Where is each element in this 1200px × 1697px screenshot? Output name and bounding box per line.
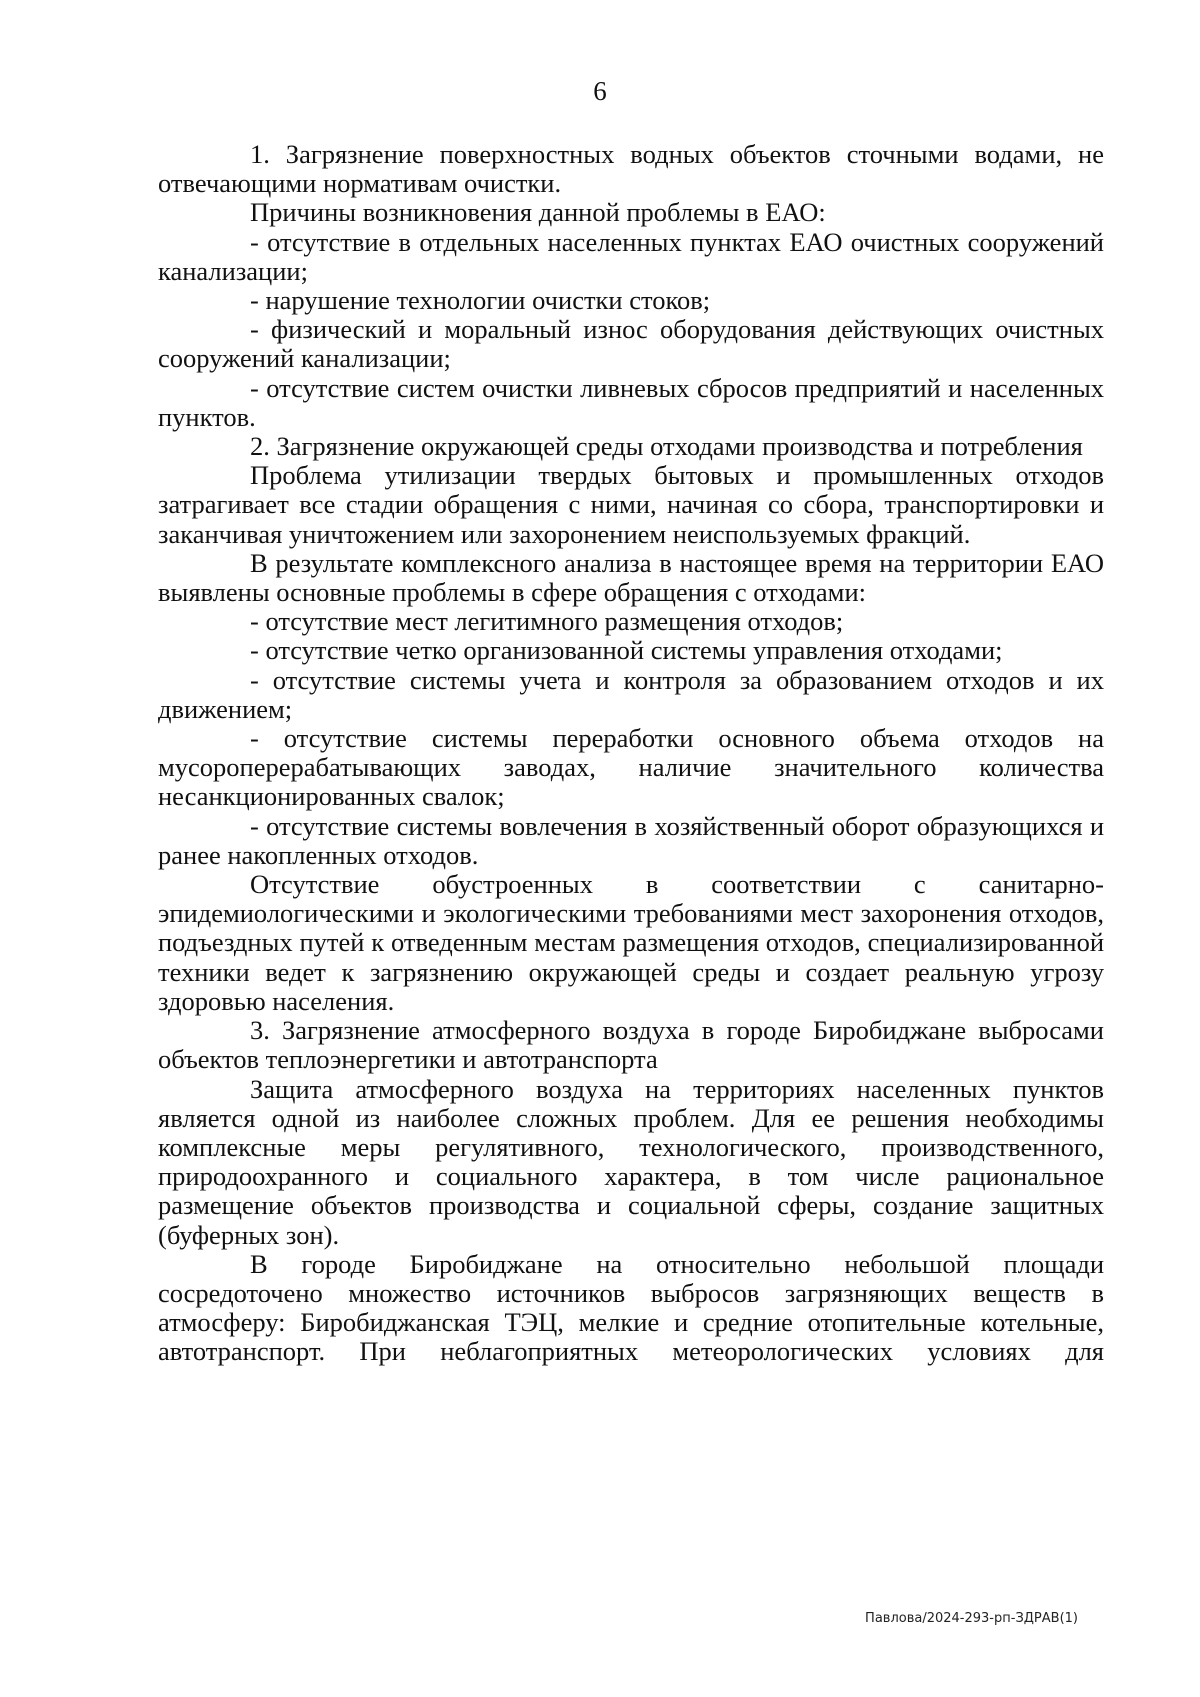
paragraph-birobidzhan-sources: В городе Биробиджане на относительно небольшой площади сосредоточено множество источников выбросов загрязняющих веществ в атмосферу: Биробиджанская ТЭЦ, мелкие и средние отопительные котельные, автотранспорт. При неблагоприятных метеорологических условиях для xyxy=(158,1248,1104,1367)
paragraph-causes-intro: Причины возникновения данной проблемы в ЕАО: xyxy=(250,197,826,228)
paragraph-waste-problem: Проблема утилизации твердых бытовых и промышленных отходов затрагивает все стадии обращения с ними, начиная со сбора, транспортировки и заканчивая уничтожением или захоронением неиспользуемых фракций. xyxy=(158,460,1104,549)
list-item-no-management-system: - отсутствие четко организованной системы управления отходами; xyxy=(250,635,1003,666)
paragraph-landfill-absence: Отсутствие обустроенных в соответствии с санитарно-эпидемиологическими и экологическими требованиями мест захоронения отходов, подъездных путей к отведенным местам размещения отходов, специализированной техники ведет к загрязнению окружающей среды и создает реальную угрозу здоровью населения. xyxy=(158,869,1104,1016)
page-number: 6 xyxy=(593,76,607,106)
paragraph-analysis-results: В результате комплексного анализа в настоящее время на территории ЕАО выявлены основные проблемы в сфере обращения с отходами: xyxy=(158,547,1104,608)
list-item-no-recycling: - отсутствие системы переработки основного объема отходов на мусороперерабатывающих заводах, наличие значительного количества несанкционированных свалок; xyxy=(158,723,1104,812)
paragraph-water-pollution-heading: 1. Загрязнение поверхностных водных объектов сточными водами, не отвечающими нормативам очистки. xyxy=(158,139,1104,199)
paragraph-waste-pollution-heading: 2. Загрязнение окружающей среды отходами производства и потребления xyxy=(250,431,1083,462)
list-item-no-legal-placement: - отсутствие мест легитимного размещения отходов; xyxy=(250,606,844,637)
list-item-no-economic-involvement: - отсутствие системы вовлечения в хозяйственный оборот образующихся и ранее накопленных отходов. xyxy=(158,810,1104,870)
list-item-no-accounting-control: - отсутствие системы учета и контроля за образованием отходов и их движением; xyxy=(158,664,1104,724)
list-item-equipment-wear: - физический и моральный износ оборудования действующих очистных сооружений канализации; xyxy=(158,314,1104,374)
paragraph-air-pollution-heading: 3. Загрязнение атмосферного воздуха в городе Биробиджане выбросами объектов теплоэнергетики и автотранспорта xyxy=(158,1015,1104,1075)
list-item-no-storm-treatment: - отсутствие систем очистки ливневых сбросов предприятий и населенных пунктов. xyxy=(158,372,1104,432)
paragraph-air-protection: Защита атмосферного воздуха на территориях населенных пунктов является одной из наиболее сложных проблем. Для ее решения необходимы комплексные меры регулятивного, технологического, производственного, природоохранного и социального характера, в том числе рациональное размещение объектов производства и социальной сферы, создание защитных (буферных зон). xyxy=(158,1073,1104,1250)
document-body xyxy=(158,140,1104,1367)
footer-document-code: Павлова/2024-293-рп-ЗДРАВ(1) xyxy=(865,1611,1078,1626)
list-item-no-treatment-facilities: - отсутствие в отдельных населенных пунктах ЕАО очистных сооружений канализации; xyxy=(158,226,1104,286)
list-item-technology-violation: - нарушение технологии очистки стоков; xyxy=(250,285,711,316)
